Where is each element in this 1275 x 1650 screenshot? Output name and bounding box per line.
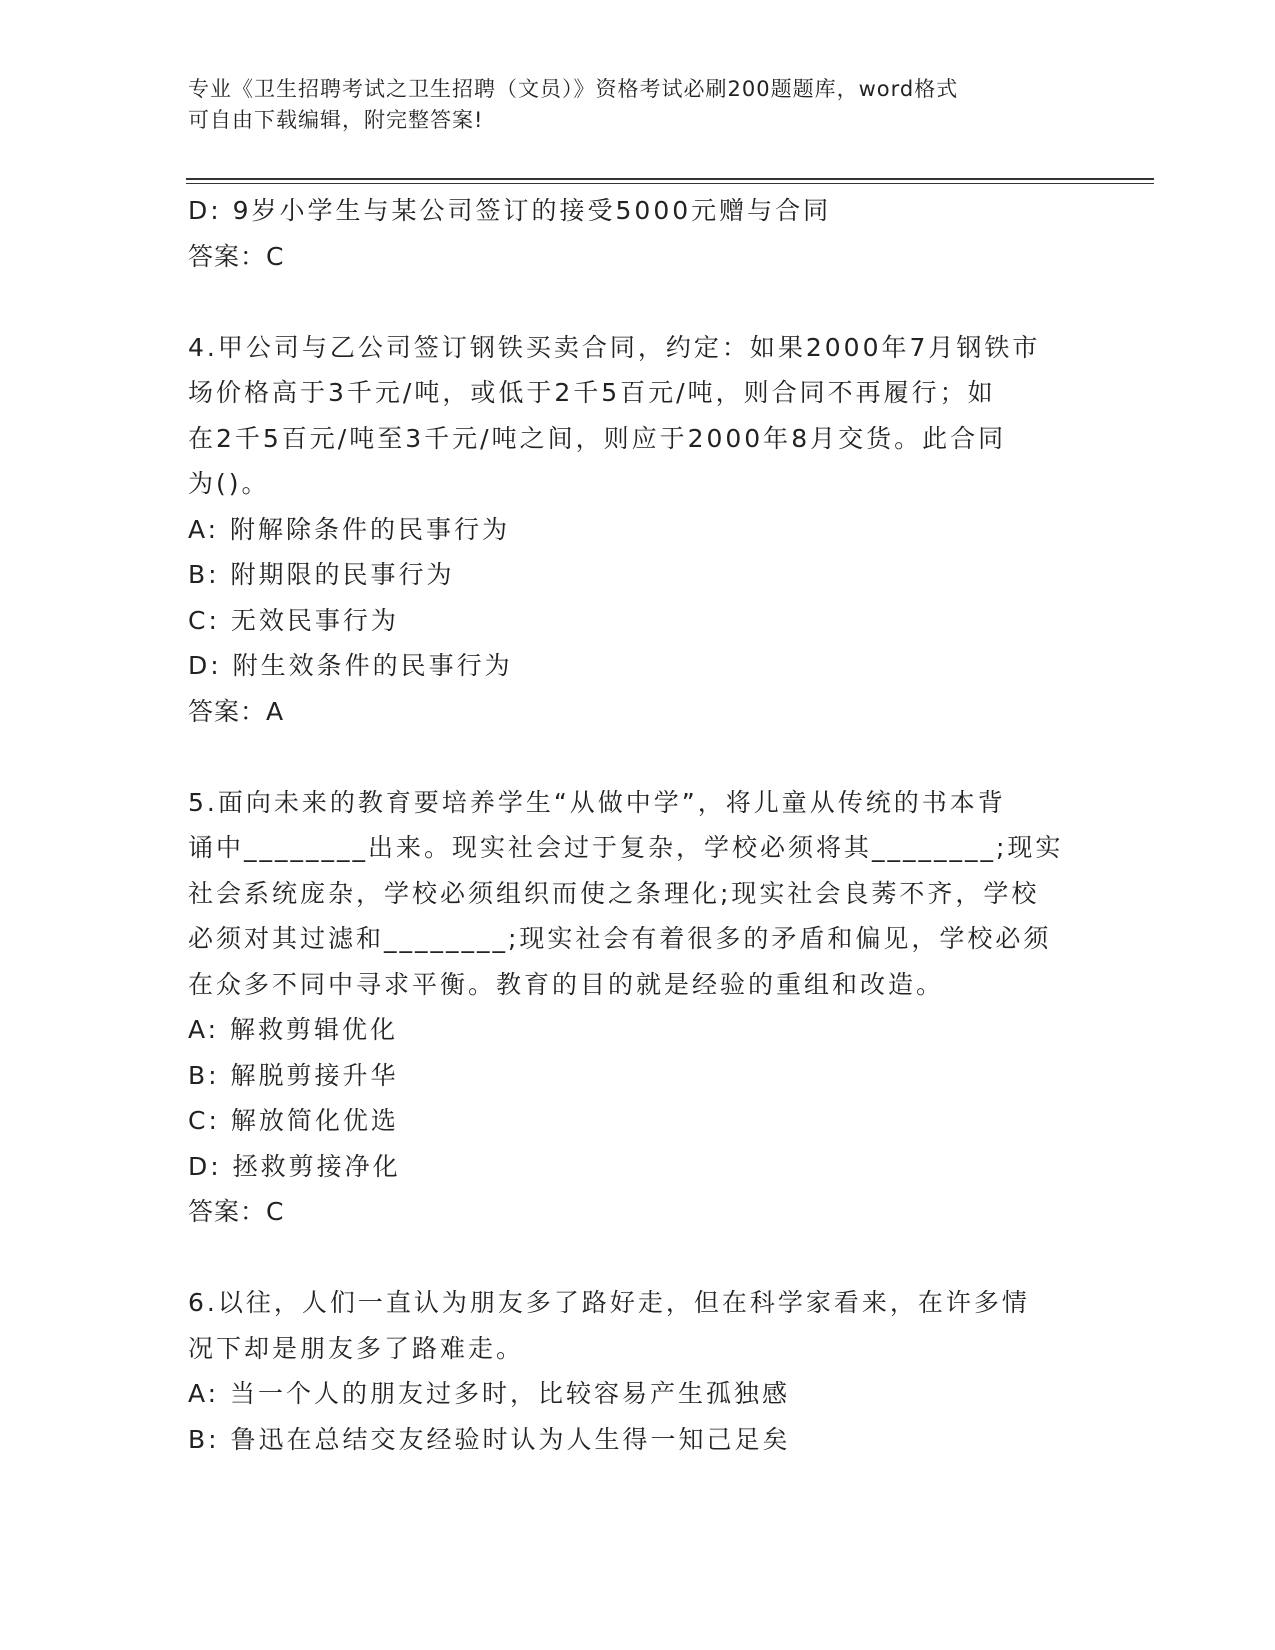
question-4-option-c: C: 无效民事行为 [188,605,399,635]
question-4 [188,325,1078,735]
page-header [188,74,1088,136]
question-6 [188,1280,1078,1462]
question-content [188,188,1078,1462]
question-5-option-a: A: 解救剪辑优化 [188,1015,399,1044]
question-5-option-c: C: 解放简化优选 [188,1106,399,1135]
spacer [188,734,1078,780]
question-4-text-line: 为()。 [188,469,270,498]
spacer [188,1235,1078,1281]
question-5 [188,780,1078,1235]
header-title-line-2: 可自由下载编辑，附完整答案! [188,108,484,132]
question-5-option-d: D: 拯救剪接净化 [188,1151,401,1181]
question-6-text-line: 况下却是朋友多了路难走。 [188,1333,525,1363]
question-6-option-a: A: 当一个人的朋友过多时，比较容易产生孤独感 [188,1379,791,1408]
question-5-text-line: 社会系统庞杂，学校必须组织而使之条理化;现实社会良莠不齐，学校 [188,878,1040,908]
spacer [188,279,1078,325]
header-divider-thick [186,178,1154,180]
question-5-answer: 答案：C [188,1197,285,1226]
question-5-text-line: 必须对其过滤和________;现实社会有着很多的矛盾和偏见，学校必须 [188,924,1052,953]
question-4-text-line: 场价格高于3千元/吨，或低于2千5百元/吨，则合同不再履行；如 [188,378,996,407]
question-4-option-a: A: 附解除条件的民事行为 [188,514,511,544]
header-divider-thin [186,183,1154,184]
question-5-option-b: B: 解脱剪接升华 [188,1060,399,1090]
question-5-text-line: 诵中________出来。现实社会过于复杂，学校必须将其________;现实 [188,833,1064,862]
question-4-answer: 答案：A [188,696,285,726]
question-5-text-line: 5.面向未来的教育要培养学生“从做中学”，将儿童从传统的书本背 [188,787,1006,817]
question-6-text-line: 6.以往，人们一直认为朋友多了路好走，但在科学家看来，在许多情 [188,1288,1030,1317]
prev-question-answer: 答案：C [188,241,285,271]
question-4-option-d: D: 附生效条件的民事行为 [188,651,513,680]
question-4-option-b: B: 附期限的民事行为 [188,560,455,589]
question-4-text-line: 在2千5百元/吨至3千元/吨之间，则应于2000年8月交货。此合同 [188,423,1007,453]
prev-question-option-d: D: 9岁小学生与某公司签订的接受5000元赠与合同 [188,196,832,225]
question-6-option-b: B: 鲁迅在总结交友经验时认为人生得一知己足矣 [188,1424,791,1454]
header-title-line-1: 专业《卫生招聘考试之卫生招聘（文员）》资格考试必刷200题题库，word格式 [188,77,959,101]
question-4-text-line: 4.甲公司与乙公司签订钢铁买卖合同，约定：如果2000年7月钢铁市 [188,332,1041,362]
question-5-text-line: 在众多不同中寻求平衡。教育的目的就是经验的重组和改造。 [188,969,945,999]
